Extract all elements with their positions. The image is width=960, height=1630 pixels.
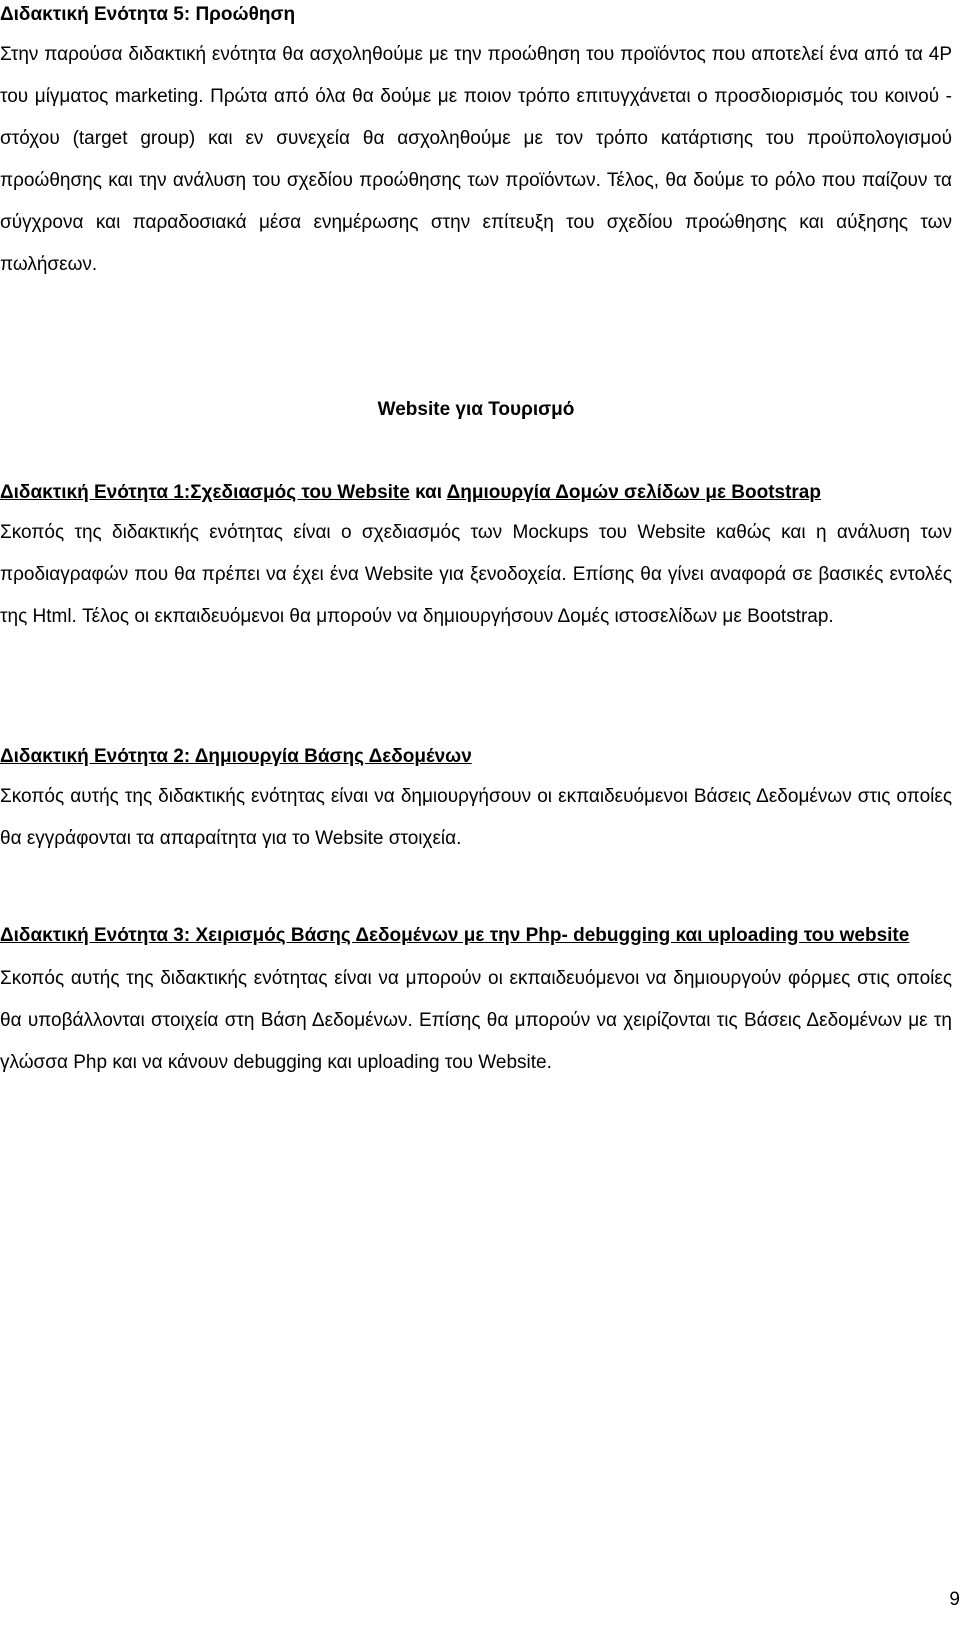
unit-2-title-prefix: Διδακτική Ενότητα 2: xyxy=(0,746,195,767)
unit-2-title-part1: Δημιουργία Βάσης Δεδομένων xyxy=(194,746,472,767)
unit-1 xyxy=(0,478,952,638)
unit-1-title xyxy=(0,478,952,508)
section-5-title: Διδακτική Ενότητα 5: Προώθηση xyxy=(0,4,296,25)
unit-3 xyxy=(0,914,952,1084)
section-5-body: Στην παρούσα διδακτική ενότητα θα ασχοληθούμε με την προώθηση του προϊόντος που αποτελεί ένα από τα 4P του μίγματος marketing. Πρώτα από όλα θα δούμε με ποιον τρόπο επιτυγχάνεται ο προσδιορισμός του κοινού - στόχου (target group) και εν συνεχεία θα ασχοληθούμε με τον τρόπο κατάρτισης του προϋπολογισμού προώθησης και την ανάλυση του σχεδίου προώθησης των προϊόντων. Τέλος, θα δούμε το ρόλο που παίζουν τα σύγχρονα και παραδοσιακά μέσα ενημέρωσης στην επίτευξη του σχεδίου προώθησης και αύξησης των πωλήσεων. xyxy=(0,44,952,275)
unit-1-title-mid: και xyxy=(409,482,447,503)
unit-2 xyxy=(0,742,952,860)
unit-1-body: Σκοπός της διδακτικής ενότητας είναι ο σχεδιασμός των Mockups του Website καθώς και η ανάλυση των προδιαγραφών που θα πρέπει να έχει ένα Website για ξενοδοχεία. Επίσης θα γίνει αναφορά σε βασικές εντολές της Html. Τέλος οι εκπαιδευόμενοι θα μπορούν να δημιουργήσουν Δομές ιστοσελίδων με Bootstrap. xyxy=(0,522,952,627)
unit-2-title xyxy=(0,742,952,772)
page-number: 9 xyxy=(949,1589,960,1610)
unit-3-title xyxy=(0,914,952,958)
course-title: Website για Τουρισμό xyxy=(377,399,575,420)
unit-1-title-part2: Δημιουργία Δομών σελίδων με Bootstrap xyxy=(446,482,821,503)
unit-1-title-prefix: Διδακτική Ενότητα 1: xyxy=(0,482,191,503)
unit-3-body: Σκοπός αυτής της διδακτικής ενότητας είναι να μπορούν οι εκπαιδευόμενοι να δημιουργούν φόρμες στις οποίες θα υποβάλλονται στοιχεία στη Βάση Δεδομένων. Επίσης θα μπορούν να χειρίζονται τις Βάσεις Δεδομένων με τη γλώσσα Php και να κάνουν debugging και uploading του Website. xyxy=(0,968,952,1073)
course-heading xyxy=(0,395,952,425)
unit-3-title-prefix: Διδακτική Ενότητα 3: xyxy=(0,925,196,946)
unit-3-title-part1: Χειρισμός Βάσης Δεδομένων με την Php- debugging και uploading του website xyxy=(195,925,910,946)
unit-1-title-part1: Σχεδιασμός του Website xyxy=(190,482,410,503)
section-5 xyxy=(0,0,952,286)
unit-2-body: Σκοπός αυτής της διδακτικής ενότητας είναι να δημιουργήσουν οι εκπαιδευόμενοι Βάσεις Δεδομένων στις οποίες θα εγγράφονται τα απαραίτητα για το Website στοιχεία. xyxy=(0,786,952,849)
